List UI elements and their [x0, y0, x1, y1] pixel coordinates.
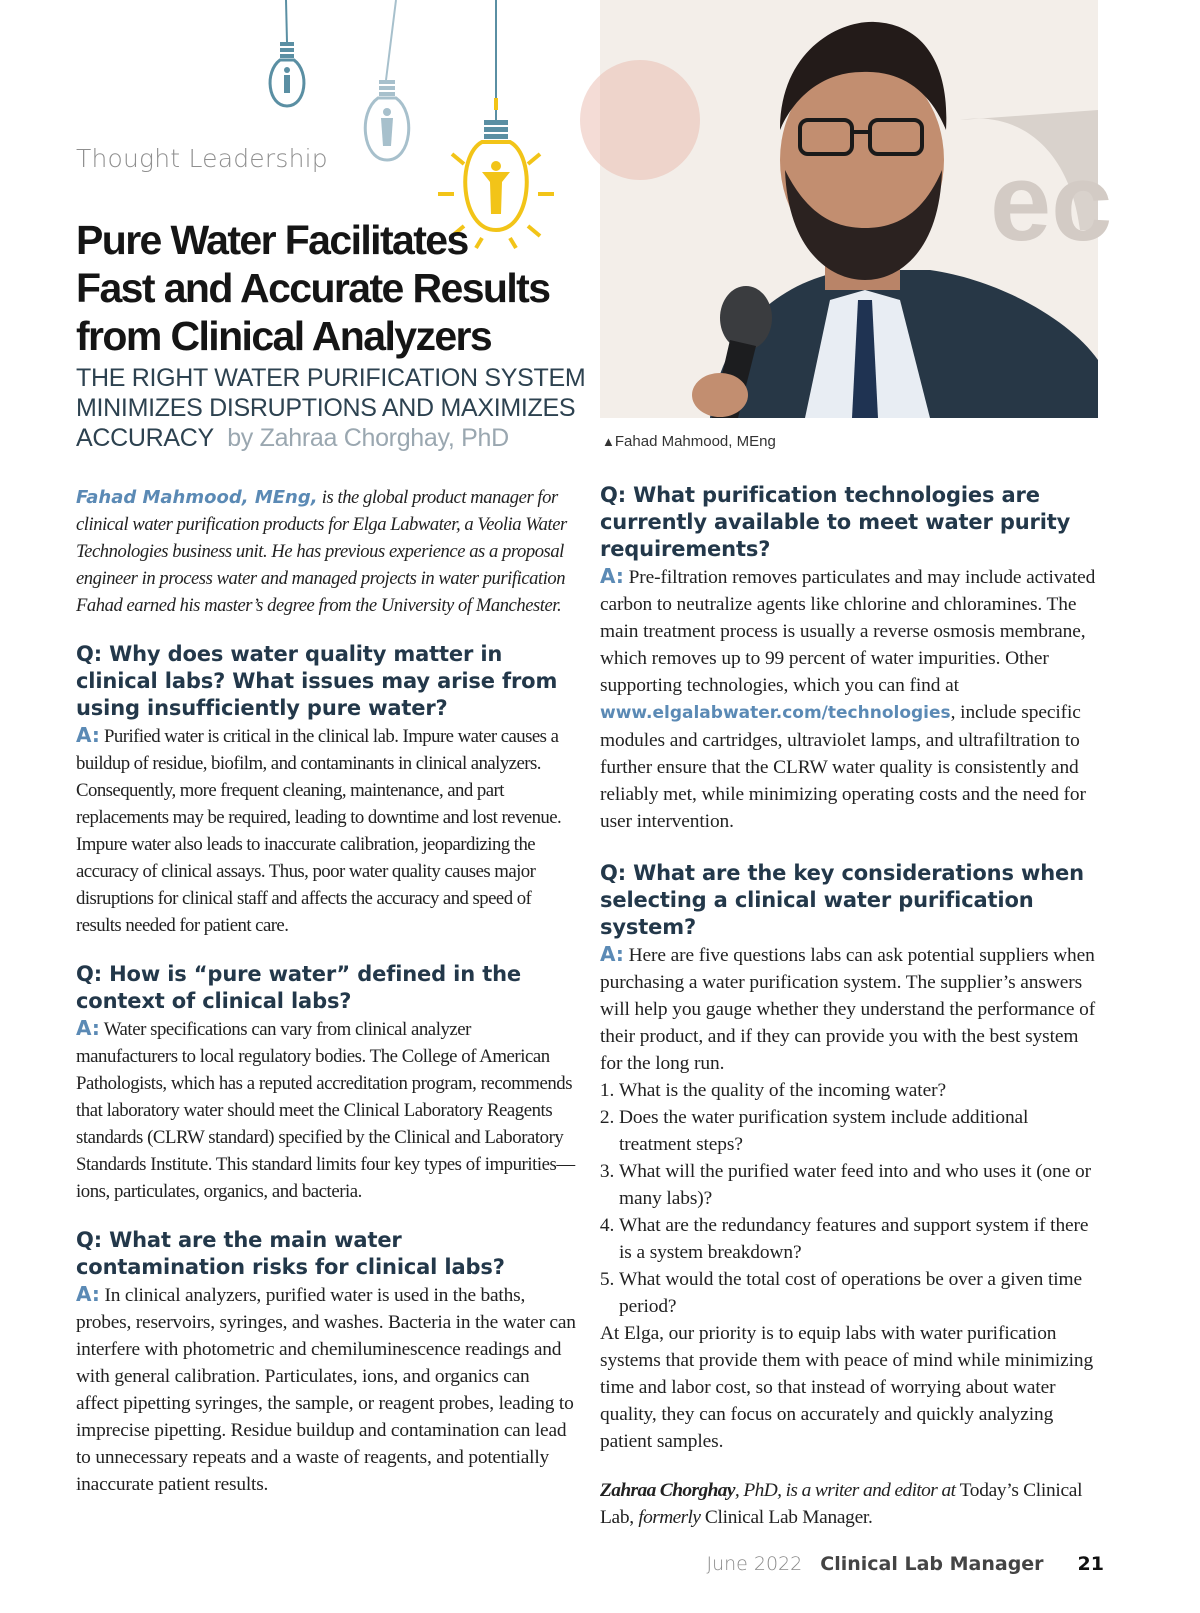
- answer-text: [600, 941, 1105, 1077]
- lightbulb-glowing-icon: [438, 0, 554, 248]
- list-item: 1. What is the quality of the incoming water?: [619, 1077, 1105, 1104]
- bio-name: Fahad Mahmood, MEng,: [76, 487, 318, 508]
- author-note: [600, 1477, 1105, 1531]
- answer-label: A:: [76, 723, 100, 747]
- article-title-line: Fast and Accurate Results: [76, 265, 550, 311]
- portrait-illustration: [600, 0, 1113, 418]
- article-title-line: Pure Water Facilitates: [76, 217, 468, 263]
- lightbulb-icon: [365, 0, 408, 160]
- right-column: [600, 482, 1105, 1531]
- question-heading: Q: What are the main water contamination risks for clinical labs?: [76, 1228, 505, 1279]
- question-heading: Q: What purification technologies are currently available to meet water purity requirements?: [600, 483, 1071, 561]
- svg-text:ec: ec: [990, 141, 1113, 264]
- answer-body: , include specific modules and cartridges, ultraviolet lamps, and ultrafiltration to further ensure that the CLRW water quality is consistently and reliably met, while minimizing operating costs and the need for user intervention.: [600, 702, 1086, 832]
- answer-body: Here are five questions labs can ask potential suppliers when purchasing a water purification system. The supplier’s answers will help you gauge whether they understand the performance of their product, and if they can provide you with the best system for the long run.: [600, 945, 1096, 1074]
- former-publication-name: Clinical Lab Manager.: [700, 1507, 873, 1528]
- page-footer: [706, 1553, 1104, 1575]
- list-item: 2. Does the water purification system include additional treatment steps?: [619, 1104, 1105, 1158]
- article-subtitle: [76, 363, 596, 453]
- answer-label: A:: [600, 942, 624, 966]
- formerly-text: formerly: [638, 1507, 701, 1528]
- answer-label: A:: [76, 1282, 100, 1306]
- issue-date: June 2022: [706, 1553, 803, 1575]
- lightbulb-icon: [270, 0, 304, 106]
- subtitle-line: [76, 423, 596, 453]
- interviewee-bio: [76, 484, 576, 619]
- answer-body: Purified water is critical in the clinical lab. Impure water causes a buildup of residue, biofilm, and contaminants in clinical analyzers. Consequently, more frequent cleaning, maintenance, and part replacements may be required, leading to downtime and lost revenue. Impure water also leads to inaccurate calibration, jeopardizing the accuracy of clinical assays. Thus, poor water quality causes major disruptions for clinical staff and affects the accuracy and speed of results needed for patient care.: [76, 726, 562, 936]
- author-role: , PhD, is a writer and editor at: [734, 1480, 960, 1501]
- portrait-photo: [600, 0, 1113, 418]
- answer-label: A:: [76, 1016, 100, 1040]
- answer-body: Pre-filtration removes particulates and may include activated carbon to neutralize agents like chlorine and chloramines. The main treatment process is usually a reverse osmosis membrane, which removes up to 99 percent of water impurities. Other supporting technologies, which you can find at: [600, 567, 1096, 696]
- left-column: [76, 484, 576, 1520]
- subtitle-line: THE RIGHT WATER PURIFICATION SYSTEM: [76, 364, 586, 392]
- caret-up-icon: ▲: [602, 434, 615, 449]
- answer-body: Water specifications can vary from clinical analyzer manufacturers to local regulatory bodies. The College of American Pathologists, which has a reputed accreditation program, recommends that laboratory water should meet the Clinical Laboratory Reagents standards (CLRW standard) specified by the Clinical and Laboratory Standards Institute. This standard limits four key types of impurities—ions, particulates, organics, and bacteria.: [76, 1019, 575, 1202]
- list-item: 5. What would the total cost of operations be over a given time period?: [619, 1266, 1105, 1320]
- question-heading: Q: What are the key considerations when selecting a clinical water purification system?: [600, 861, 1084, 939]
- article-title: [76, 216, 596, 360]
- subtitle-line: MINIMIZES DISRUPTIONS AND MAXIMIZES: [76, 394, 576, 422]
- list-item: 3. What will the purified water feed into and who uses it (one or many labs)?: [619, 1158, 1105, 1212]
- technologies-link[interactable]: www.elgalabwater.com/technologies: [600, 703, 951, 723]
- photo-caption: [602, 433, 776, 450]
- byline: by Zahraa Chorghay, PhD: [227, 424, 509, 452]
- subtitle-line-text: ACCURACY: [76, 424, 214, 452]
- answer-label: A:: [600, 564, 624, 588]
- question-heading: Q: Why does water quality matter in clinical labs? What issues may arise from using insufficiently pure water?: [76, 642, 558, 720]
- photo-caption-text: Fahad Mahmood, MEng: [614, 433, 776, 450]
- answer-body: In clinical analyzers, purified water is used in the baths, probes, reservoirs, syringes, and washes. Bacteria in the water can interfere with photometric and chemiluminescence readings and with general calibration. Particulates, ions, and organics can affect pipetting syringes, the sample, or reagent probes, leading to imprecise pipetting. Residue buildup and contamination can lead to unnecessary repeats and a waste of reagents, and potentially inaccurate patient results.: [76, 1285, 576, 1495]
- answer-text: [76, 1281, 576, 1498]
- answer-text: [76, 722, 576, 939]
- answer-text: [600, 563, 1105, 835]
- closing-paragraph: At Elga, our priority is to equip labs with water purification systems that provide them with peace of mind while minimizing time and labor cost, so that instead of worrying about water quality, they can focus on accurately and quickly analyzing patient samples.: [600, 1323, 1094, 1452]
- list-item: 4. What are the redundancy features and support system if there is a system breakdown?: [619, 1212, 1105, 1266]
- publication-name: Today’s Clinical Lab,: [600, 1480, 1083, 1528]
- section-kicker: Thought Leadership: [76, 144, 328, 173]
- author-name: Zahraa Chorghay: [600, 1480, 735, 1501]
- bio-text: is the global product manager for clinical water purification products for Elga Labwater, a Veolia Water Technologies business unit. He has previous experience as a proposal engineer in process water and managed projects in water purification Fahad earned his master’s degree from the University of Manchester.: [76, 487, 567, 616]
- supplier-questions-list: [600, 1077, 1105, 1320]
- magazine-name: Clinical Lab Manager: [820, 1553, 1044, 1575]
- page-number: 21: [1077, 1553, 1104, 1575]
- answer-text: [76, 1015, 576, 1205]
- question-heading: Q: How is “pure water” defined in the context of clinical labs?: [76, 962, 521, 1013]
- article-title-line: from Clinical Analyzers: [76, 313, 492, 359]
